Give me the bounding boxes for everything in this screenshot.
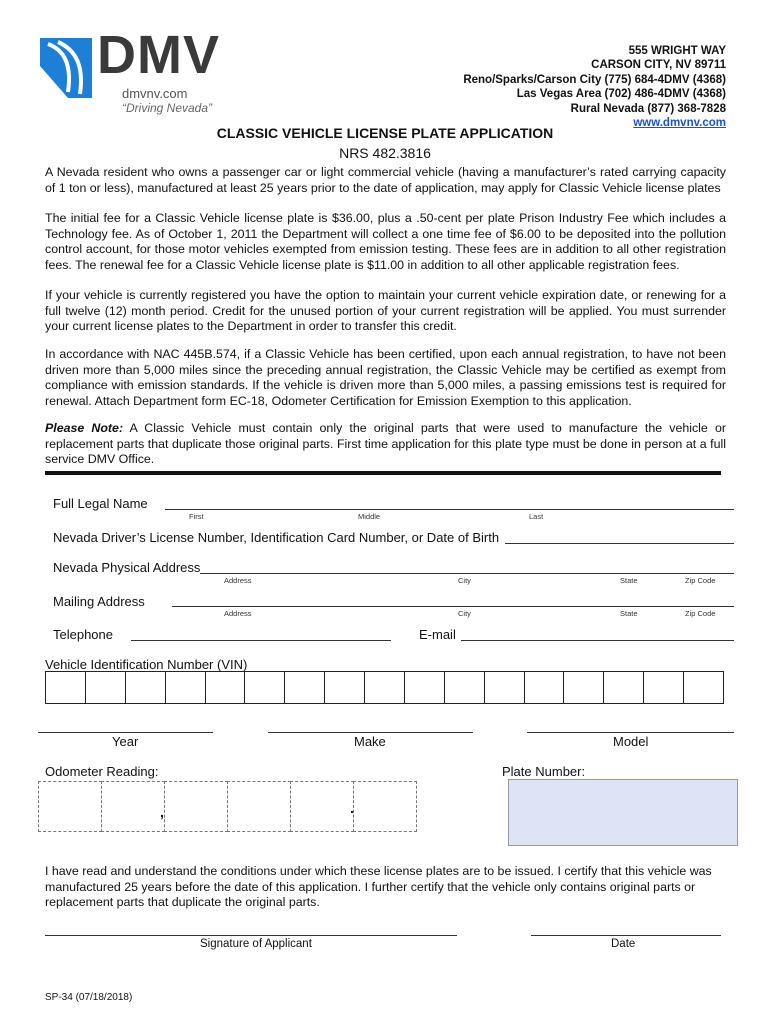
vin-character-box[interactable] xyxy=(405,672,445,703)
address-sublabel: Address xyxy=(224,609,252,618)
date-field[interactable] xyxy=(531,935,721,936)
telephone-label: Telephone xyxy=(53,627,113,642)
address-line: 555 WRIGHT WAY xyxy=(628,45,726,57)
state-sublabel: State xyxy=(620,609,638,618)
vin-character-box[interactable] xyxy=(245,672,285,703)
vin-character-box[interactable] xyxy=(684,672,723,703)
form-number: SP-34 (07/18/2018) xyxy=(45,992,133,1003)
city-sublabel: City xyxy=(458,609,471,618)
address-sublabel: Address xyxy=(224,576,252,585)
physical-address-label: Nevada Physical Address xyxy=(53,560,201,575)
note-text: A Classic Vehicle must contain only the original parts that were used to manufacture the vehicle or replacement parts that duplicate those original parts. First time application for this plate type must be done in person at a full service DMV Office. xyxy=(45,421,726,467)
odometer-digit[interactable] xyxy=(38,781,102,832)
zip-sublabel: Zip Code xyxy=(685,609,716,618)
full-name-label: Full Legal Name xyxy=(53,496,148,511)
logo-tagline: “Driving Nevada” xyxy=(122,101,213,115)
vin-character-box[interactable] xyxy=(126,672,166,703)
first-sublabel: First xyxy=(189,512,204,521)
middle-sublabel: Middle xyxy=(358,512,381,521)
model-label: Model xyxy=(613,734,649,749)
address-line: Las Vegas Area (702) 486-4DMV (4368) xyxy=(516,88,726,101)
form-title: CLASSIC VEHICLE LICENSE PLATE APPLICATION xyxy=(216,125,554,141)
telephone-field[interactable] xyxy=(131,640,391,641)
odometer-digit[interactable] xyxy=(160,781,228,832)
plate-number-label: Plate Number: xyxy=(502,764,586,779)
vin-character-box[interactable] xyxy=(445,672,485,703)
note-paragraph xyxy=(45,421,726,468)
vin-character-box[interactable] xyxy=(365,672,405,703)
odometer-label: Odometer Reading: xyxy=(45,764,159,779)
emission-paragraph: In accordance with NAC 445B.574, if a Classic Vehicle has been certified, upon each annual registration, to have not been driven more than 5,000 miles since the preceding annual registration, the Classic Vehicle may be certified as exempt from compliance with emission standards. If the vehicle is driven more than 5,000 miles, a passing emissions test is required for renewal. Attach Department form EC-18, Odometer Certification for Emission Exemption to this application. xyxy=(45,347,726,408)
city-sublabel: City xyxy=(458,576,471,585)
address-line: Rural Nevada (877) 368-7828 xyxy=(570,102,726,115)
mailing-address-label: Mailing Address xyxy=(53,594,145,609)
zip-sublabel: Zip Code xyxy=(685,576,716,585)
full-name-field[interactable] xyxy=(165,509,734,510)
vin-character-box[interactable] xyxy=(166,672,206,703)
odometer-digit[interactable] xyxy=(350,781,417,832)
mailing-address-field[interactable] xyxy=(172,606,734,607)
vin-character-box[interactable] xyxy=(285,672,325,703)
form-statute: NRS 482.3816 xyxy=(339,145,431,161)
vin-character-box[interactable] xyxy=(206,672,246,703)
nevada-logo-icon xyxy=(38,36,94,100)
section-divider xyxy=(45,471,721,475)
odometer-digit[interactable] xyxy=(290,781,354,832)
decimal-separator: . xyxy=(350,800,354,816)
comma-separator: , xyxy=(160,804,164,820)
vin-character-box[interactable] xyxy=(525,672,565,703)
address-line: CARSON CITY, NV 89711 xyxy=(591,59,726,72)
dl-label: Nevada Driver’s License Number, Identification Card Number, or Date of Birth xyxy=(53,530,500,545)
vin-character-box[interactable] xyxy=(485,672,525,703)
vin-input-boxes[interactable] xyxy=(45,671,724,704)
physical-address-field[interactable] xyxy=(200,573,734,574)
email-label: E-mail xyxy=(419,627,456,642)
dmv-address-block xyxy=(463,44,726,130)
certification-statement: I have read and understand the conditions under which these license plates are to be issued. I certify that this vehicle was manufactured 25 years before the date of this application. I further certify that the vehicle only contains original parts or replacement parts that duplicate the original parts. xyxy=(45,864,712,910)
model-field[interactable] xyxy=(527,732,734,733)
signature-label: Signature of Applicant xyxy=(200,938,312,950)
vin-character-box[interactable] xyxy=(86,672,126,703)
vin-character-box[interactable] xyxy=(564,672,604,703)
note-lead: Please Note: xyxy=(45,421,124,435)
address-line: Reno/Sparks/Carson City (775) 684-4DMV (4368) xyxy=(463,73,726,86)
make-label: Make xyxy=(354,734,386,749)
make-field[interactable] xyxy=(268,732,473,733)
website-link[interactable]: www.dmvnv.com xyxy=(633,117,726,130)
email-field[interactable] xyxy=(461,640,734,641)
odometer-digit[interactable] xyxy=(227,781,291,832)
state-sublabel: State xyxy=(620,576,638,585)
registration-paragraph: If your vehicle is currently registered you have the option to maintain your current vehicle expiration date, or renewing for a full twelve (12) month period. Credit for the unused portion of your current registration will be applied. You must surrender your current license plates to the Department in order to transfer this credit. xyxy=(45,288,726,334)
plate-number-input[interactable] xyxy=(508,779,738,846)
vin-label: Vehicle Identification Number (VIN) xyxy=(45,657,248,672)
date-label: Date xyxy=(611,938,636,950)
signature-field[interactable] xyxy=(45,935,457,936)
last-sublabel: Last xyxy=(529,512,544,521)
intro-paragraph: A Nevada resident who owns a passenger car or light commercial vehicle (having a manufacturer’s rated carrying capacity of 1 ton or less), manufactured at least 25 years prior to the date of application, may apply for Classic Vehicle license plates xyxy=(45,165,726,195)
year-field[interactable] xyxy=(38,732,213,733)
vin-character-box[interactable] xyxy=(325,672,365,703)
dl-field[interactable] xyxy=(505,543,734,544)
fee-paragraph: The initial fee for a Classic Vehicle license plate is $36.00, plus a .50-cent per plate Prison Industry Fee which includes a Technology fee. As of October 1, 2011 the Department will collect a one time fee of $6.00 to be deposited into the pollution control account, for those motor vehicles exempted from emission testing. These fees are in addition to all other registration fees. The renewal fee for a Classic Vehicle license plate is $11.00 in addition to all other applicable registration fees. xyxy=(45,211,726,272)
logo-text: DMV xyxy=(97,25,220,85)
vin-character-box[interactable] xyxy=(604,672,644,703)
year-label: Year xyxy=(112,734,139,749)
logo-domain: dmvnv.com xyxy=(122,86,188,101)
vin-character-box[interactable] xyxy=(644,672,684,703)
vin-character-box[interactable] xyxy=(46,672,86,703)
odometer-digit[interactable] xyxy=(101,781,165,832)
odometer-boxes[interactable] xyxy=(38,781,416,832)
